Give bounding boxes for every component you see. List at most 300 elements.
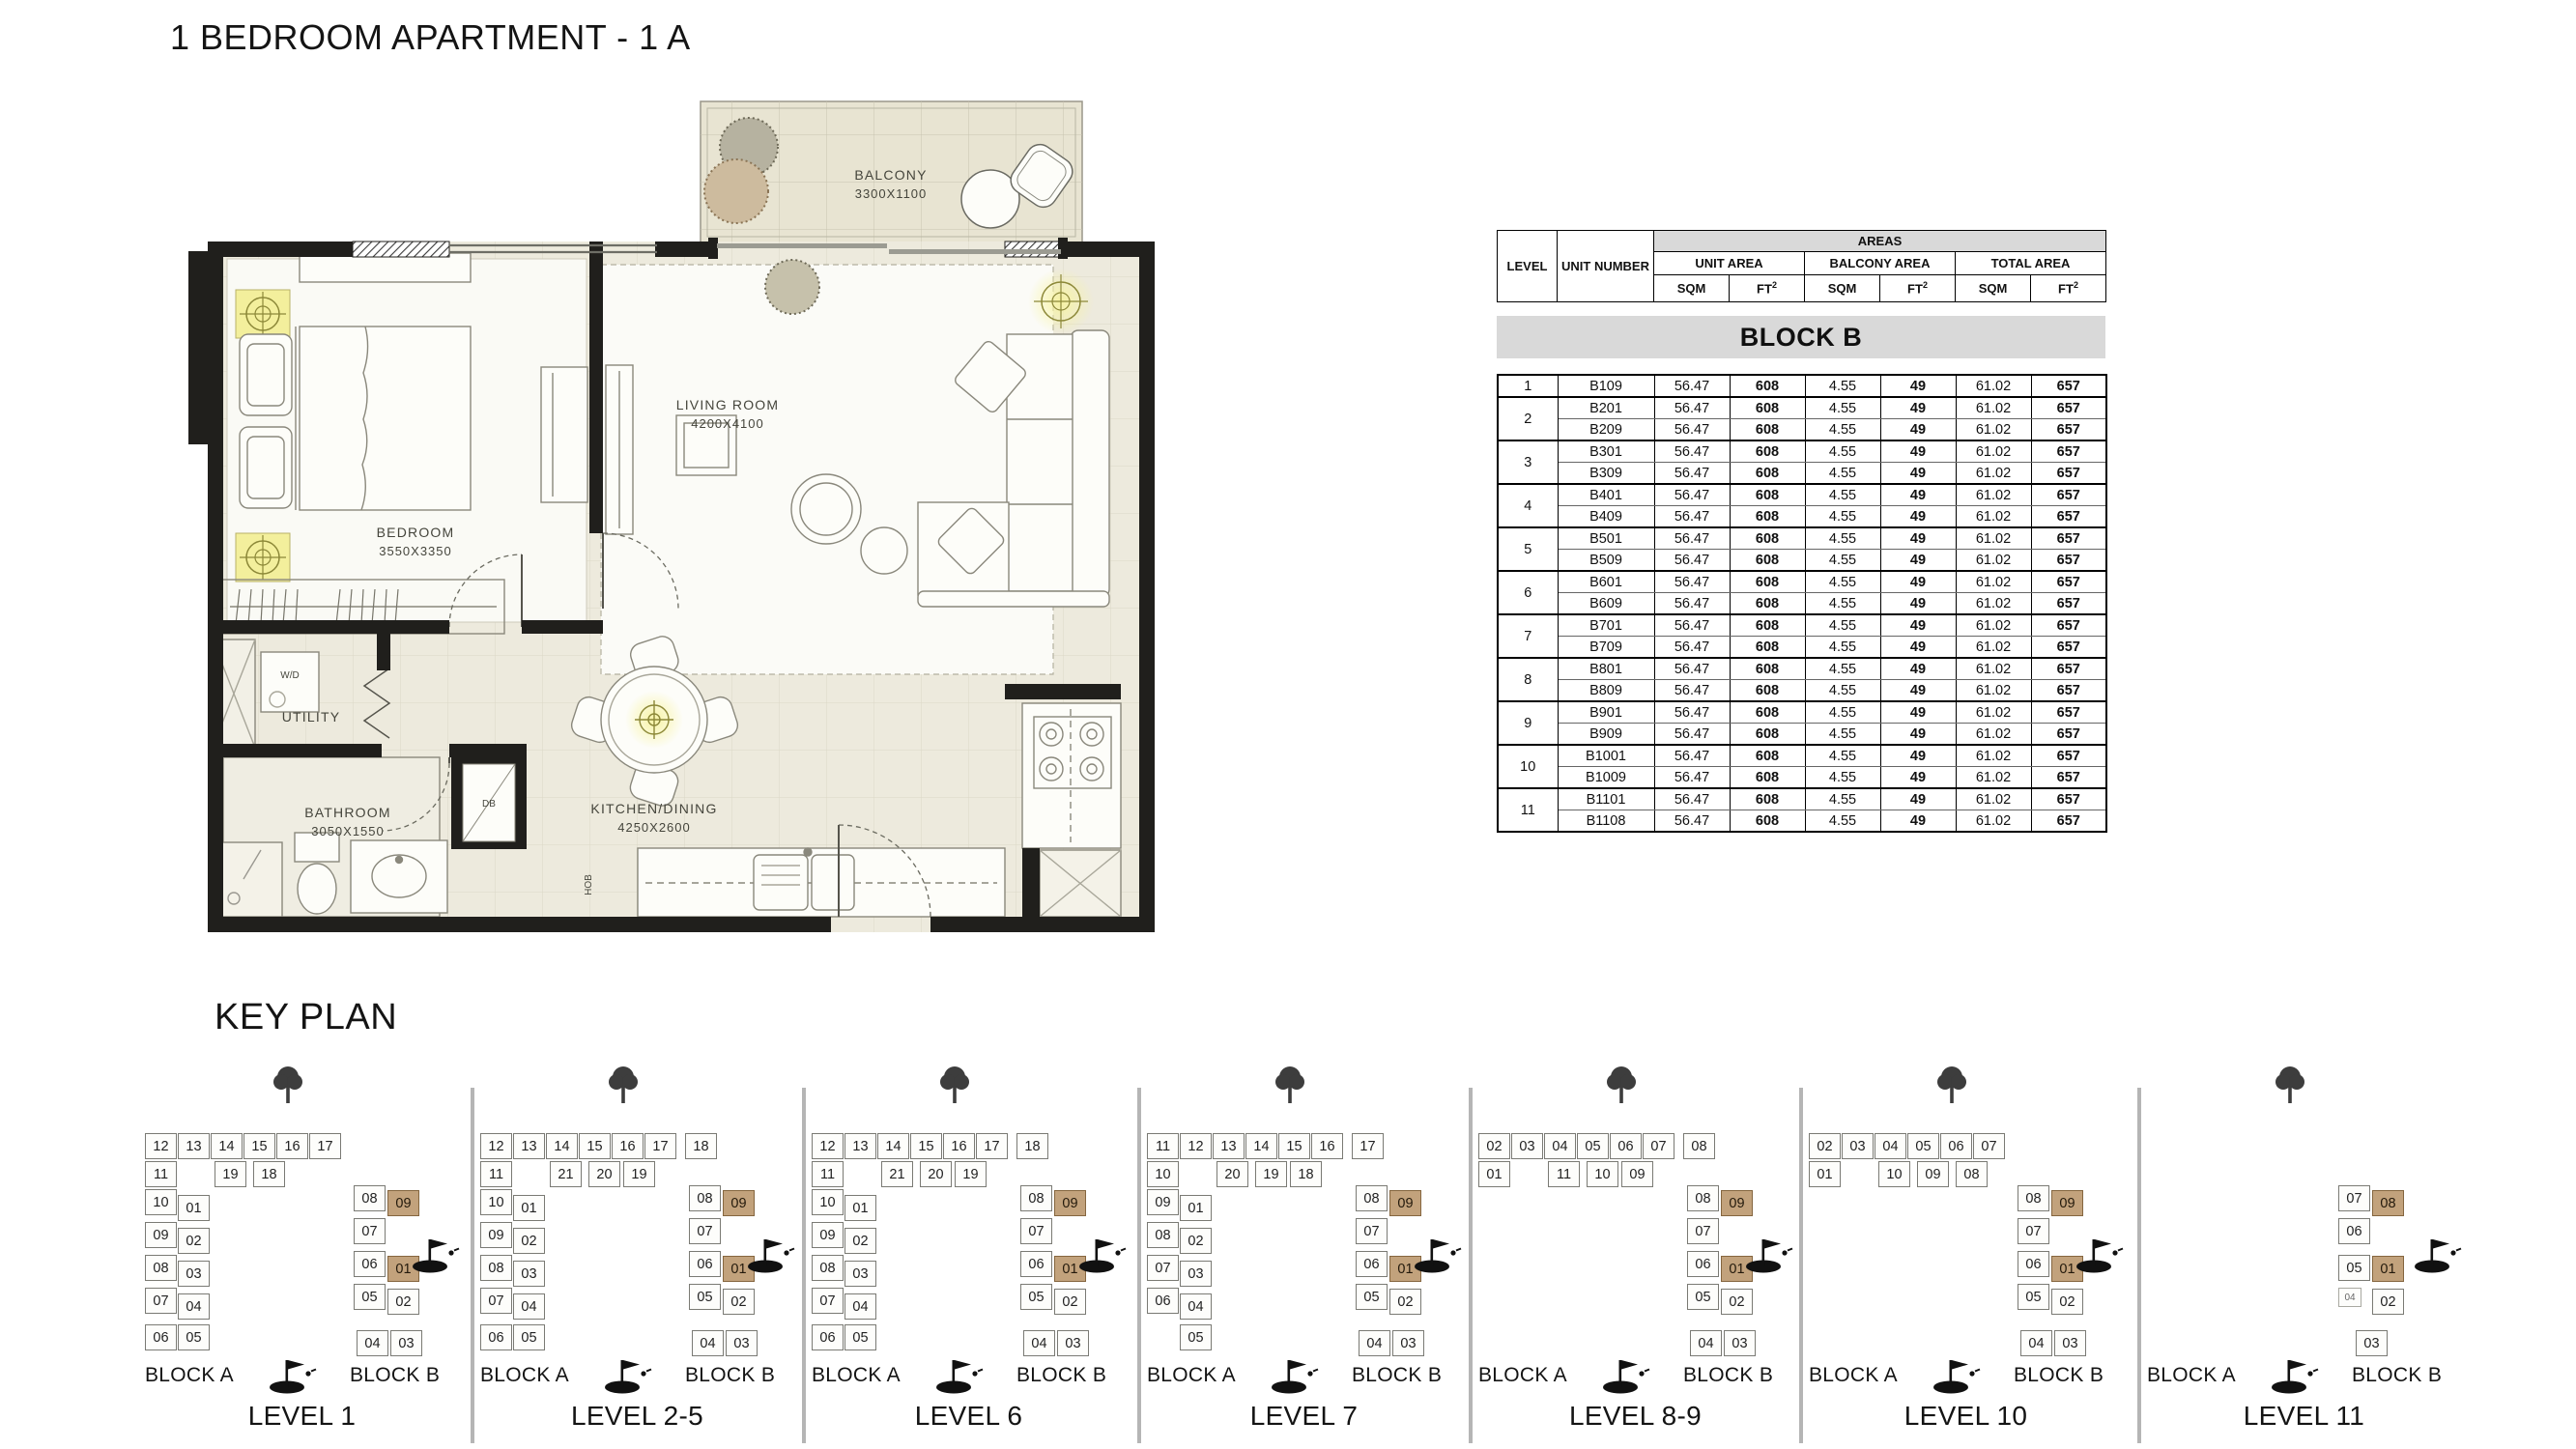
key-plan-unit-cell: 17 (644, 1133, 676, 1159)
key-plan-unit-cell: 09 (480, 1222, 512, 1248)
key-plan-unit-cell: 02 (1389, 1289, 1421, 1315)
area-value-cell: 657 (2031, 527, 2106, 550)
area-value-cell: 49 (1880, 527, 1956, 550)
area-table-row (1498, 375, 2106, 397)
level-label: LEVEL 10 (1903, 1401, 2028, 1431)
area-value-cell: 61.02 (1956, 550, 2031, 572)
col-sqm: SQM (1654, 275, 1730, 302)
area-value-cell: 49 (1880, 745, 1956, 767)
area-value-cell: 56.47 (1654, 506, 1730, 528)
area-value-cell: 61.02 (1956, 810, 2031, 833)
area-table-row (1498, 593, 2106, 615)
key-plan-unit-cell: 20 (1216, 1161, 1248, 1187)
area-value-cell: 61.02 (1956, 463, 2031, 485)
key-plan-unit-cell: 04 (1023, 1330, 1055, 1356)
key-plan-unit-cell: 12 (480, 1133, 512, 1159)
key-plan-unit-cell: 19 (955, 1161, 987, 1187)
key-plan-unit-cell: 02 (1809, 1133, 1841, 1159)
unit-number-cell: B1001 (1558, 745, 1654, 767)
col-ft2: $FT^2$ (2031, 275, 2106, 302)
area-value-cell: 4.55 (1805, 506, 1880, 528)
key-plan-unit-cell: 14 (546, 1133, 578, 1159)
key-plan-unit-cell: 05 (513, 1324, 545, 1350)
key-plan-unit-cell: 06 (1147, 1288, 1179, 1314)
key-plan-unit-cell: 17 (976, 1133, 1008, 1159)
col-areas: AREAS (1654, 231, 2106, 252)
area-value-cell: 657 (2031, 484, 2106, 506)
key-plan-unit-cell: 02 (1478, 1133, 1510, 1159)
key-plan-unit-cell: 06 (1020, 1251, 1052, 1277)
area-table-row (1498, 788, 2106, 810)
unit-number-cell: B701 (1558, 614, 1654, 637)
col-total-area: TOTAL AREA (1956, 252, 2106, 275)
col-level: LEVEL (1498, 231, 1558, 302)
key-plan-unit-cell: 07 (689, 1218, 721, 1244)
block-a-label: BLOCK A (812, 1364, 901, 1386)
key-plan-unit-cell: 08 (2018, 1185, 2049, 1211)
key-plan-unit-cell: 07 (354, 1218, 386, 1244)
key-plan-unit-cell: 07 (1356, 1218, 1388, 1244)
area-value-cell: 56.47 (1654, 550, 1730, 572)
ceiling-light-icon (236, 290, 290, 338)
key-plan-unit-cell: 17 (309, 1133, 341, 1159)
key-plan-section (802, 1063, 1137, 1449)
key-plan-unit-cell: 01 (2051, 1256, 2083, 1282)
area-table-row (1498, 463, 2106, 485)
block-a-label: BLOCK A (2147, 1364, 2236, 1386)
area-value-cell: 4.55 (1805, 701, 1880, 724)
bathroom-label: BATHROOM (304, 805, 391, 820)
key-plan-unit-cell: 05 (844, 1324, 876, 1350)
key-plan-unit-cell: 02 (513, 1228, 545, 1254)
key-plan-unit-cell: 13 (178, 1133, 210, 1159)
key-plan-unit-cell: 05 (1907, 1133, 1939, 1159)
key-plan-unit-cell: 03 (1180, 1261, 1212, 1287)
area-value-cell: 608 (1730, 463, 1805, 485)
level-cell: 5 (1498, 527, 1558, 571)
unit-number-cell: B601 (1558, 571, 1654, 593)
area-value-cell: 49 (1880, 767, 1956, 789)
key-plan-unit-cell: 18 (1016, 1133, 1048, 1159)
key-plan-unit-cell: 06 (2338, 1218, 2370, 1244)
area-value-cell: 657 (2031, 767, 2106, 789)
col-ft2: $FT^2$ (1880, 275, 1956, 302)
kitchen-counter (1022, 703, 1121, 848)
key-plan-unit-cell: 03 (1842, 1133, 1874, 1159)
block-a-label: BLOCK A (1478, 1364, 1567, 1386)
area-value-cell: 608 (1730, 658, 1805, 680)
ceiling-light-icon (1028, 269, 1094, 334)
key-plan-unit-cell: 01 (844, 1195, 876, 1221)
key-plan-unit-cell: 01 (2372, 1256, 2404, 1282)
key-plan-unit-cell: 07 (1973, 1133, 2005, 1159)
block-a-label: BLOCK A (1809, 1364, 1898, 1386)
area-value-cell: 49 (1880, 810, 1956, 833)
key-plan-unit-cell: 01 (723, 1256, 755, 1282)
key-plan-unit-cell: 06 (689, 1251, 721, 1277)
area-value-cell: 49 (1880, 658, 1956, 680)
area-value-cell: 56.47 (1654, 658, 1730, 680)
key-plan-unit-cell: 02 (723, 1289, 755, 1315)
key-plan-unit-cell: 19 (1255, 1161, 1287, 1187)
key-plan-unit-cell: 04 (1359, 1330, 1390, 1356)
key-plan-unit-cell: 03 (513, 1261, 545, 1287)
level-label: LEVEL 1 (247, 1401, 357, 1431)
living-carpet (601, 265, 1053, 674)
area-value-cell: 608 (1730, 440, 1805, 463)
key-plan-unit-cell: 09 (1621, 1161, 1653, 1187)
area-value-cell: 49 (1880, 463, 1956, 485)
level-cell: 3 (1498, 440, 1558, 484)
key-plan-unit-cell: 04 (513, 1293, 545, 1320)
area-table-row (1498, 637, 2106, 659)
level-cell: 11 (1498, 788, 1558, 832)
area-value-cell: 608 (1730, 397, 1805, 419)
living-dim: 4200X4100 (691, 416, 764, 431)
key-plan-unit-cell: 05 (1020, 1284, 1052, 1310)
area-value-cell: 4.55 (1805, 614, 1880, 637)
key-plan-unit-cell: 02 (1721, 1289, 1753, 1315)
area-value-cell: 61.02 (1956, 788, 2031, 810)
flag-icon (2075, 1235, 2124, 1278)
wd-label: W/D (280, 670, 300, 681)
key-plan-unit-cell: 10 (145, 1189, 177, 1215)
area-value-cell: 608 (1730, 767, 1805, 789)
key-plan-unit-cell: 03 (1724, 1330, 1756, 1356)
bed (300, 327, 471, 510)
area-value-cell: 657 (2031, 680, 2106, 702)
flag-icon (412, 1235, 460, 1278)
key-plan-unit-cell: 09 (2051, 1190, 2083, 1216)
area-value-cell: 56.47 (1654, 788, 1730, 810)
balcony-label: BALCONY (854, 167, 928, 183)
key-plan-unit-cell: 03 (1392, 1330, 1424, 1356)
area-value-cell: 61.02 (1956, 767, 2031, 789)
key-plan-unit-cell: 10 (812, 1189, 844, 1215)
block-b-label: BLOCK B (350, 1364, 441, 1386)
key-plan-unit-cell: 11 (1548, 1161, 1580, 1187)
area-table-row (1498, 550, 2106, 572)
col-balcony-area: BALCONY AREA (1805, 252, 1956, 275)
key-plan-unit-cell: 10 (1147, 1161, 1179, 1187)
area-value-cell: 4.55 (1805, 637, 1880, 659)
key-plan-unit-cell: 08 (2372, 1190, 2404, 1216)
key-plan-section (2137, 1063, 2476, 1449)
area-table-header (1497, 230, 2106, 302)
area-value-cell: 608 (1730, 375, 1805, 397)
area-value-cell: 4.55 (1805, 527, 1880, 550)
key-plan-unit-cell: 02 (1054, 1289, 1086, 1315)
area-value-cell: 61.02 (1956, 397, 2031, 419)
col-ft2: $FT^2$ (1730, 275, 1805, 302)
area-value-cell: 49 (1880, 484, 1956, 506)
unit-number-cell: B709 (1558, 637, 1654, 659)
unit-number-cell: B1009 (1558, 767, 1654, 789)
area-value-cell: 56.47 (1654, 701, 1730, 724)
area-value-cell: 61.02 (1956, 680, 2031, 702)
area-value-cell: 61.02 (1956, 484, 2031, 506)
key-plan-unit-cell: 01 (1809, 1161, 1841, 1187)
area-table-row (1498, 810, 2106, 833)
flag-icon (1932, 1355, 1981, 1399)
level-cell: 4 (1498, 484, 1558, 527)
area-table-row (1498, 527, 2106, 550)
area-value-cell: 4.55 (1805, 788, 1880, 810)
area-value-cell: 49 (1880, 440, 1956, 463)
key-plan-unit-cell: 14 (877, 1133, 909, 1159)
key-plan-unit-cell: 06 (354, 1251, 386, 1277)
unit-number-cell: B209 (1558, 419, 1654, 441)
area-value-cell: 56.47 (1654, 397, 1730, 419)
utility-label: UTILITY (281, 709, 341, 724)
side-table (861, 527, 907, 574)
col-sqm: SQM (1805, 275, 1880, 302)
key-plan-unit-cell: 11 (480, 1161, 512, 1187)
level-cell: 2 (1498, 397, 1558, 440)
key-plan-unit-cell: 03 (178, 1261, 210, 1287)
key-plan-unit-cell: 21 (881, 1161, 913, 1187)
area-value-cell: 657 (2031, 397, 2106, 419)
area-value-cell: 657 (2031, 614, 2106, 637)
db-label: DB (482, 799, 496, 810)
area-value-cell: 4.55 (1805, 745, 1880, 767)
flag-icon (1602, 1355, 1650, 1399)
unit-number-cell: B201 (1558, 397, 1654, 419)
unit-number-cell: B401 (1558, 484, 1654, 506)
area-value-cell: 608 (1730, 724, 1805, 746)
level-cell: 6 (1498, 571, 1558, 614)
area-value-cell: 4.55 (1805, 440, 1880, 463)
area-value-cell: 56.47 (1654, 724, 1730, 746)
key-plan-unit-cell: 07 (2018, 1218, 2049, 1244)
col-unit-area: UNIT AREA (1654, 252, 1805, 275)
level-label: LEVEL 6 (914, 1401, 1023, 1431)
key-plan-unit-cell: 20 (920, 1161, 952, 1187)
key-plan-unit-cell: 03 (2356, 1330, 2388, 1356)
area-value-cell: 657 (2031, 593, 2106, 615)
key-plan-unit-cell: 11 (1147, 1133, 1179, 1159)
key-plan-unit-cell: 09 (387, 1190, 419, 1216)
key-plan-unit-cell: 02 (844, 1228, 876, 1254)
key-plan-unit-cell: 05 (1180, 1324, 1212, 1350)
area-value-cell: 657 (2031, 550, 2106, 572)
area-table-row (1498, 658, 2106, 680)
plant-icon (704, 159, 768, 223)
key-plan-section (471, 1063, 802, 1449)
key-plan-unit-cell: 04 (357, 1330, 388, 1356)
key-plan-unit-cell: 04 (1875, 1133, 1906, 1159)
key-plan-unit-cell: 09 (812, 1222, 844, 1248)
area-value-cell: 4.55 (1805, 680, 1880, 702)
key-plan-unit-cell: 06 (1610, 1133, 1642, 1159)
key-plan-unit-cell: 09 (1389, 1190, 1421, 1216)
area-value-cell: 61.02 (1956, 375, 2031, 397)
key-plan-unit-cell: 06 (480, 1324, 512, 1350)
key-plan-unit-cell: 07 (2338, 1185, 2370, 1211)
area-value-cell: 56.47 (1654, 637, 1730, 659)
key-plan-unit-cell: 04 (844, 1293, 876, 1320)
key-plan-unit-cell: 09 (1721, 1190, 1753, 1216)
area-value-cell: 4.55 (1805, 375, 1880, 397)
area-value-cell: 608 (1730, 593, 1805, 615)
washer-dryer (261, 652, 319, 712)
area-value-cell: 56.47 (1654, 745, 1730, 767)
key-plan-unit-cell: 16 (612, 1133, 644, 1159)
area-value-cell: 608 (1730, 484, 1805, 506)
area-table-row (1498, 571, 2106, 593)
area-value-cell: 49 (1880, 571, 1956, 593)
unit-number-cell: B109 (1558, 375, 1654, 397)
area-value-cell: 608 (1730, 614, 1805, 637)
key-plan-unit-cell: 03 (1057, 1330, 1089, 1356)
area-table-row (1498, 701, 2106, 724)
area-value-cell: 657 (2031, 419, 2106, 441)
area-value-cell: 49 (1880, 680, 1956, 702)
unit-number-cell: B809 (1558, 680, 1654, 702)
coffee-table (791, 474, 861, 544)
area-value-cell: 56.47 (1654, 614, 1730, 637)
block-a-label: BLOCK A (480, 1364, 569, 1386)
area-value-cell: 61.02 (1956, 637, 2031, 659)
area-value-cell: 56.47 (1654, 463, 1730, 485)
key-plan-unit-cell: 15 (910, 1133, 942, 1159)
key-plan-unit-cell: 06 (1940, 1133, 1972, 1159)
area-value-cell: 657 (2031, 440, 2106, 463)
area-table-row (1498, 419, 2106, 441)
key-plan-unit-cell: 13 (513, 1133, 545, 1159)
key-plan-unit-cell: 05 (2338, 1255, 2370, 1281)
flag-icon (1271, 1355, 1319, 1399)
key-plan-unit-cell: 01 (1478, 1161, 1510, 1187)
bedroom-label: BEDROOM (376, 525, 455, 540)
unit-number-cell: B1108 (1558, 810, 1654, 833)
key-plan-unit-cell: 14 (211, 1133, 243, 1159)
living-label: LIVING ROOM (675, 397, 780, 412)
area-value-cell: 608 (1730, 571, 1805, 593)
col-sqm: SQM (1956, 275, 2031, 302)
key-plan-unit-cell: 12 (145, 1133, 177, 1159)
key-plan-unit-cell: 05 (1356, 1284, 1388, 1310)
key-plan-section (1799, 1063, 2137, 1449)
kitchen-dim: 4250X2600 (617, 820, 691, 835)
area-table-row (1498, 745, 2106, 767)
key-plan-unit-cell: 05 (689, 1284, 721, 1310)
area-value-cell: 56.47 (1654, 419, 1730, 441)
key-plan-unit-cell: 03 (390, 1330, 422, 1356)
level-cell: 10 (1498, 745, 1558, 788)
level-label: LEVEL 11 (2243, 1401, 2365, 1431)
area-value-cell: 56.47 (1654, 527, 1730, 550)
area-value-cell: 4.55 (1805, 550, 1880, 572)
key-plan-section (135, 1063, 471, 1449)
key-plan-unit-cell: 01 (178, 1195, 210, 1221)
key-plan-unit-cell: 01 (1054, 1256, 1086, 1282)
key-plan-unit-cell: 04 (178, 1293, 210, 1320)
key-plan-unit-cell: 01 (513, 1195, 545, 1221)
area-value-cell: 657 (2031, 658, 2106, 680)
unit-number-cell: B301 (1558, 440, 1654, 463)
key-plan-unit-cell: 04 (1544, 1133, 1576, 1159)
area-value-cell: 4.55 (1805, 724, 1880, 746)
area-value-cell: 61.02 (1956, 440, 2031, 463)
key-plan-unit-cell: 08 (1683, 1133, 1715, 1159)
key-plan-unit-cell: 10 (1878, 1161, 1910, 1187)
area-value-cell: 61.02 (1956, 571, 2031, 593)
key-plan-unit-cell: 04 (692, 1330, 724, 1356)
flag-icon (604, 1355, 652, 1399)
key-plan-unit-cell: 02 (387, 1289, 419, 1315)
level-cell: 7 (1498, 614, 1558, 658)
page-title: 1 BEDROOM APARTMENT - 1 A (170, 17, 691, 57)
key-plan-unit-cell: 10 (480, 1189, 512, 1215)
key-plan-unit-cell: 04 (1690, 1330, 1722, 1356)
area-value-cell: 4.55 (1805, 571, 1880, 593)
key-plan-unit-cell: 19 (215, 1161, 246, 1187)
area-value-cell: 608 (1730, 701, 1805, 724)
area-value-cell: 49 (1880, 550, 1956, 572)
key-plan-unit-cell: 11 (145, 1161, 177, 1187)
key-plan-unit-cell: 06 (812, 1324, 844, 1350)
key-plan-unit-cell: 04 (2020, 1330, 2052, 1356)
key-plan-unit-cell: 03 (844, 1261, 876, 1287)
bedroom-dim: 3550X3350 (379, 544, 452, 558)
area-value-cell: 49 (1880, 593, 1956, 615)
key-plan-unit-cell: 08 (1956, 1161, 1988, 1187)
flag-icon (2271, 1355, 2319, 1399)
area-table-row (1498, 767, 2106, 789)
area-value-cell: 56.47 (1654, 484, 1730, 506)
key-plan-unit-cell: 07 (145, 1288, 177, 1314)
area-value-cell: 657 (2031, 788, 2106, 810)
key-plan-unit-cell: 16 (276, 1133, 308, 1159)
key-plan-unit-cell: 03 (1511, 1133, 1543, 1159)
area-value-cell: 49 (1880, 375, 1956, 397)
tree-icon (271, 1065, 305, 1112)
area-table-row (1498, 506, 2106, 528)
key-plan-section (1137, 1063, 1469, 1449)
area-value-cell: 657 (2031, 506, 2106, 528)
key-plan-unit-cell: 21 (550, 1161, 582, 1187)
key-plan-unit-cell: 13 (1213, 1133, 1245, 1159)
area-value-cell: 608 (1730, 745, 1805, 767)
key-plan-unit-cell: 08 (480, 1255, 512, 1281)
area-table-row (1498, 614, 2106, 637)
area-value-cell: 608 (1730, 810, 1805, 833)
sink (754, 855, 808, 910)
area-value-cell: 657 (2031, 463, 2106, 485)
key-plan-unit-cell: 06 (145, 1324, 177, 1350)
key-plan-unit-cell: 02 (2372, 1289, 2404, 1315)
key-plan-section (1469, 1063, 1799, 1449)
key-plan-unit-cell: 20 (588, 1161, 620, 1187)
key-plan-unit-cell: 01 (1721, 1256, 1753, 1282)
key-plan-unit-cell: 08 (145, 1255, 177, 1281)
area-table-row (1498, 484, 2106, 506)
area-value-cell: 61.02 (1956, 527, 2031, 550)
key-plan-unit-cell: 07 (480, 1288, 512, 1314)
key-plan-title: KEY PLAN (215, 997, 398, 1037)
key-plan-unit-cell: 09 (1917, 1161, 1949, 1187)
tree-icon (1604, 1065, 1639, 1112)
key-plan-unit-cell: 09 (723, 1190, 755, 1216)
key-plan-unit-cell: 16 (1311, 1133, 1343, 1159)
area-value-cell: 49 (1880, 397, 1956, 419)
area-value-cell: 608 (1730, 419, 1805, 441)
area-value-cell: 61.02 (1956, 745, 2031, 767)
level-cell: 8 (1498, 658, 1558, 701)
unit-number-cell: B801 (1558, 658, 1654, 680)
block-b-label: BLOCK B (1683, 1364, 1774, 1386)
